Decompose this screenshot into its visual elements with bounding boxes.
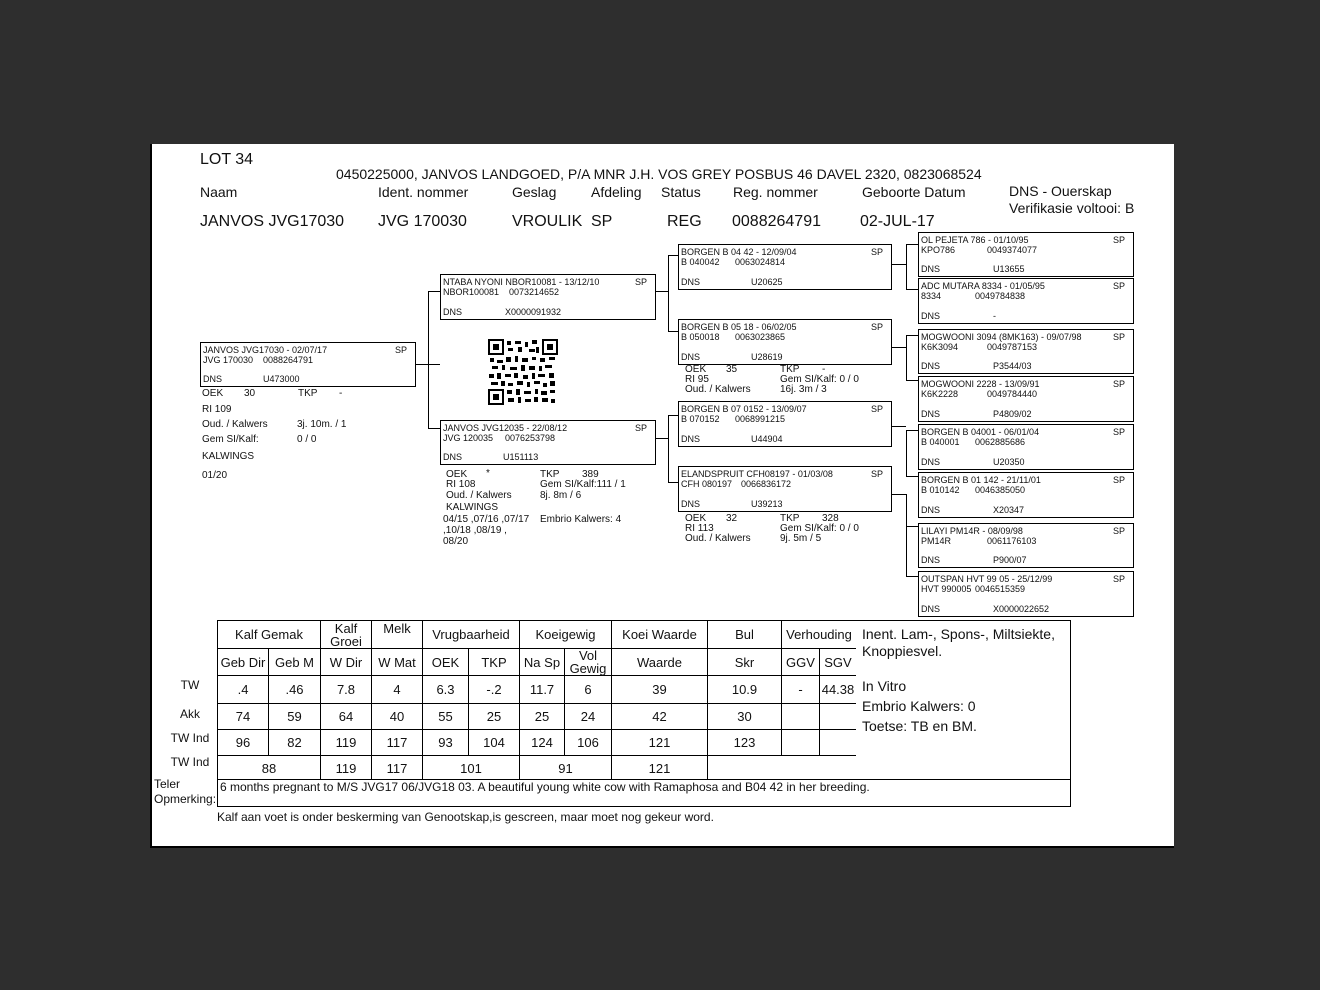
group-kalf-groei: Kalf Groei — [321, 621, 372, 649]
ggp-id: B 010142 — [921, 485, 960, 495]
twind2-cell: 101 — [423, 756, 520, 782]
sire-id: NBOR100081 — [443, 287, 500, 297]
dam-name: JANVOS JVG12035 - 22/08/12 — [443, 423, 568, 433]
label-naam: Naam — [200, 184, 238, 200]
ggp-box-3 — [918, 329, 1134, 374]
animal-status: REG — [667, 213, 702, 230]
subject-dns: DNS — [203, 374, 223, 384]
gp-sp: SP — [870, 404, 883, 414]
ggp-reg: 0049784440 — [987, 389, 1038, 399]
ggp-box-1 — [918, 232, 1134, 277]
animal-afdeling: SP — [591, 213, 613, 230]
breeder-line: 0450225000, JANVOS LANDGOED, P/A MNR J.H. VOS GREY POSBUS 46 DAVEL 2320, 0823068524 — [336, 166, 982, 182]
twind2-cell: 121 — [612, 756, 708, 782]
twind-cell: 93 — [423, 730, 469, 756]
gp-oek-label: OEK — [685, 364, 707, 375]
sub-geb-dir: Geb Dir — [218, 649, 269, 676]
dam-oek-label: OEK — [446, 469, 468, 480]
gp-reg: 0068991215 — [735, 414, 786, 424]
ebv-table — [217, 620, 857, 782]
dam-tkp: 389 — [582, 469, 599, 480]
tw-cell: 11.7 — [520, 676, 565, 704]
akk-cell: 64 — [321, 704, 372, 730]
gp-box-4 — [678, 466, 892, 512]
subject-box — [200, 342, 416, 387]
remarks-footer: Kalf aan voet is onder beskerming van Genootskap,is gescreen, maar moet nog gekeur word. — [217, 810, 714, 824]
tw-cell: 6 — [565, 676, 612, 704]
ggp-sp: SP — [1112, 281, 1125, 291]
ggp-id: HVT 990005 — [921, 584, 972, 594]
gp-dns-no: U44904 — [751, 434, 783, 444]
ggp-dns-no: P900/07 — [993, 555, 1027, 565]
sire-name: NTABA NYONI NBOR10081 - 13/12/10 — [443, 277, 600, 287]
ggp-dns: DNS — [921, 264, 941, 274]
gp-dns: DNS — [681, 434, 701, 444]
row-label-twind-2: TW Ind — [170, 755, 210, 769]
ggp-box-5 — [918, 424, 1134, 470]
ggp-id: B 040001 — [921, 437, 960, 447]
sub-sgv: SGV — [820, 649, 857, 676]
ggp-reg: 0049784838 — [975, 291, 1026, 301]
gp-id: B 040042 — [681, 257, 720, 267]
gp-tkp: 328 — [822, 513, 839, 524]
gp-name: BORGEN B 05 18 - 06/02/05 — [681, 322, 797, 332]
dam-embrio: Embrio Kalwers: 4 — [540, 514, 622, 525]
akk-cell: 30 — [708, 704, 782, 730]
ggp-dns: DNS — [921, 409, 941, 419]
group-kalf-gemak: Kalf Gemak — [218, 621, 321, 649]
ggp-sp: SP — [1112, 379, 1125, 389]
note-invitro: In Vitro — [862, 678, 907, 694]
ggp-name: BORGEN B 01 142 - 21/11/01 — [921, 475, 1041, 485]
ggp-id: KPO786 — [921, 245, 956, 255]
twind2-cell: 119 — [321, 756, 372, 782]
ggp-dns: DNS — [921, 361, 941, 371]
ggp-name: OL PEJETA 786 - 01/10/95 — [921, 235, 1029, 245]
akk-cell: 25 — [469, 704, 520, 730]
twind2-cell: 88 — [218, 756, 321, 782]
label-status: Status — [661, 184, 701, 200]
twind-cell: 96 — [218, 730, 269, 756]
subject-kalwings-dates: 01/20 — [202, 470, 228, 481]
sire-sp: SP — [634, 277, 647, 287]
gp-gem: Gem SI/Kalf: 0 / 0 — [780, 374, 859, 385]
animal-naam: JANVOS JVG17030 — [200, 213, 345, 230]
sub-geb-m: Geb M — [269, 649, 321, 676]
gp-sp: SP — [870, 322, 883, 332]
dam-oek: * — [486, 468, 490, 479]
sub-w-dir: W Dir — [321, 649, 372, 676]
dam-kalwings-dates1: 04/15 ,07/16 ,07/17 — [443, 514, 530, 525]
dam-box — [440, 420, 656, 465]
gp-name: BORGEN B 04 42 - 12/09/04 — [681, 247, 797, 257]
twind-cell: 124 — [520, 730, 565, 756]
akk-cell: 24 — [565, 704, 612, 730]
tw-cell: -.2 — [469, 676, 520, 704]
subject-dns-no: U473000 — [263, 374, 300, 384]
gp-oek: 32 — [726, 513, 738, 524]
ggp-id: 8334 — [921, 291, 942, 301]
sub-waarde: Waarde — [612, 649, 708, 676]
subject-oek-label: OEK — [202, 388, 224, 399]
sub-ggv: GGV — [782, 649, 820, 676]
twind-cell — [782, 730, 820, 756]
ggp-dns-no: P4809/02 — [993, 409, 1032, 419]
ggp-sp: SP — [1112, 475, 1125, 485]
sire-reg: 0073214652 — [509, 287, 560, 297]
tw-cell: .46 — [269, 676, 321, 704]
sub-tkp: TKP — [469, 649, 520, 676]
animal-geboorte: 02-JUL-17 — [860, 213, 935, 230]
tw-cell: 7.8 — [321, 676, 372, 704]
tw-cell: 44.38 — [820, 676, 857, 704]
ggp-sp: SP — [1112, 235, 1125, 245]
gp-oek: 35 — [726, 364, 738, 375]
dam-id: JVG 120035 — [443, 433, 494, 443]
gp-ri: RI 113 — [685, 523, 714, 534]
gp-name: BORGEN B 07 0152 - 13/09/07 — [681, 404, 807, 414]
ggp-name: LILAYI PM14R - 08/09/98 — [921, 526, 1023, 536]
ggp-box-8 — [918, 571, 1134, 617]
ggp-dns-no: - — [993, 311, 996, 321]
twind-cell — [820, 730, 857, 756]
subject-gem: 0 / 0 — [297, 434, 317, 445]
subject-reg: 0088264791 — [263, 355, 314, 365]
gp-reg: 0063023865 — [735, 332, 786, 342]
gp-dns: DNS — [681, 352, 701, 362]
lot-number: LOT 34 — [200, 151, 254, 168]
akk-cell: 59 — [269, 704, 321, 730]
gp-tkp-label: TKP — [780, 513, 800, 524]
label-reg: Reg. nommer — [733, 184, 818, 200]
animal-ident: JVG 170030 — [378, 213, 467, 230]
ggp-box-6 — [918, 472, 1134, 518]
group-verhouding: Verhouding — [782, 621, 857, 649]
ggp-dns: DNS — [921, 604, 941, 614]
sub-w-mat: W Mat — [372, 649, 423, 676]
akk-cell: 40 — [372, 704, 423, 730]
gp-sp: SP — [870, 469, 883, 479]
ggp-sp: SP — [1112, 574, 1125, 584]
twind-cell: 117 — [372, 730, 423, 756]
gp-dns: DNS — [681, 277, 701, 287]
tw-cell: 6.3 — [423, 676, 469, 704]
sub-skr: Skr — [708, 649, 782, 676]
subject-ri: RI 109 — [202, 404, 232, 415]
ggp-dns: DNS — [921, 505, 941, 515]
dam-dns: DNS — [443, 452, 463, 462]
ggp-reg: 0049787153 — [987, 342, 1038, 352]
gp-box-1 — [678, 244, 892, 290]
ggp-dns: DNS — [921, 311, 941, 321]
sire-box — [440, 274, 656, 320]
tw-cell: .4 — [218, 676, 269, 704]
gp-id: B 070152 — [681, 414, 720, 424]
ggp-name: OUTSPAN HVT 99 05 - 25/12/99 — [921, 574, 1053, 584]
ggp-name: MOGWOONI 2228 - 13/09/91 — [921, 379, 1040, 389]
twind-cell: 123 — [708, 730, 782, 756]
gp-reg: 0066836172 — [741, 479, 792, 489]
dam-oud-label: Oud. / Kalwers — [446, 490, 512, 501]
twind-cell: 119 — [321, 730, 372, 756]
group-koeigewig: Koeigewig — [520, 621, 612, 649]
animal-geslag: VROULIK — [512, 213, 583, 230]
label-afdeling: Afdeling — [591, 184, 642, 200]
subject-sp: SP — [394, 345, 407, 355]
gp-name: ELANDSPRUIT CFH08197 - 01/03/08 — [681, 469, 833, 479]
pedigree-sheet — [150, 144, 1174, 848]
tw-cell: 10.9 — [708, 676, 782, 704]
ggp-sp: SP — [1112, 427, 1125, 437]
subject-oek: 30 — [244, 388, 256, 399]
ggp-reg: 0046385050 — [975, 485, 1026, 495]
label-geslag: Geslag — [512, 184, 557, 200]
dam-dns-no: U151113 — [503, 452, 539, 462]
subject-kalwings: KALWINGS — [202, 451, 255, 462]
gp-dns: DNS — [681, 499, 701, 509]
ggp-name: MOGWOONI 3094 (8MK163) - 09/07/98 — [921, 332, 1082, 342]
side-notes — [856, 620, 1071, 780]
akk-cell: 42 — [612, 704, 708, 730]
ggp-dns: DNS — [921, 555, 941, 565]
animal-reg: 0088264791 — [732, 213, 821, 230]
ggp-box-7 — [918, 523, 1134, 568]
ggp-dns-no: X0000022652 — [993, 604, 1050, 614]
gp-reg: 0063024814 — [735, 257, 786, 267]
gp-id: CFH 080197 — [681, 479, 733, 489]
gp-oud-label: Oud. / Kalwers — [685, 533, 751, 544]
twind2-cell: 91 — [520, 756, 612, 782]
akk-cell — [782, 704, 820, 730]
dam-gem: Gem SI/Kalf:111 / 1 — [540, 479, 626, 490]
gp-oud: 9j. 5m / 5 — [780, 533, 822, 544]
remarks-label-teler: Teler — [154, 777, 181, 791]
sub-vol-gewig: Vol Gewig — [565, 649, 612, 676]
ggp-reg: 0062885686 — [975, 437, 1026, 447]
row-label-twind: TW Ind — [170, 731, 210, 745]
gp-ri: RI 95 — [685, 374, 709, 385]
akk-cell: 55 — [423, 704, 469, 730]
gp-dns-no: U28619 — [751, 352, 783, 362]
ggp-dns-no: X20347 — [993, 505, 1025, 515]
label-ident: Ident. nommer — [378, 184, 469, 200]
row-label-akk: Akk — [179, 707, 200, 721]
gp-gem: Gem SI/Kalf: 0 / 0 — [780, 523, 859, 534]
group-koei-waarde: Koei Waarde — [612, 621, 708, 649]
tw-cell: - — [782, 676, 820, 704]
dam-reg: 0076253798 — [505, 433, 556, 443]
ggp-id: K6K2228 — [921, 389, 959, 399]
twind-cell: 121 — [612, 730, 708, 756]
group-melk: Melk — [372, 621, 423, 649]
dam-tkp-label: TKP — [540, 469, 560, 480]
ggp-reg: 0061176103 — [987, 536, 1037, 546]
tw-cell: 4 — [372, 676, 423, 704]
twind2-cell — [708, 756, 857, 782]
ggp-id: K6K3094 — [921, 342, 959, 352]
subject-id: JVG 170030 — [203, 355, 254, 365]
ggp-name: ADC MUTARA 8334 - 01/05/95 — [921, 281, 1045, 291]
twind-cell: 104 — [469, 730, 520, 756]
dam-kalwings-dates2: ,10/18 ,08/19 , — [443, 525, 507, 536]
sub-oek: OEK — [423, 649, 469, 676]
akk-cell: 25 — [520, 704, 565, 730]
gp-oud: 16j. 3m / 3 — [780, 384, 827, 395]
group-vrugbaarheid: Vrugbaarheid — [423, 621, 520, 649]
remarks-text: 6 months pregnant to M/S JVG17 06/JVG18 03. A beautiful young white cow with Ramaphosa and B04 42 in her breeding. — [220, 780, 870, 794]
ggp-name: BORGEN B 04001 - 06/01/04 — [921, 427, 1040, 437]
note-knop: Knoppiesvel. — [862, 643, 943, 659]
note-inent: Inent. Lam-, Spons-, Miltsiekte, — [862, 626, 1055, 642]
sire-dns: DNS — [443, 307, 463, 317]
remarks-box — [217, 779, 1071, 807]
label-geboorte: Geboorte Datum — [862, 184, 966, 200]
gp-id: B 050018 — [681, 332, 720, 342]
gp-oud-label: Oud. / Kalwers — [685, 384, 751, 395]
row-label-tw: TW — [180, 678, 200, 692]
ggp-id: PM14R — [921, 536, 952, 546]
twind-cell: 106 — [565, 730, 612, 756]
sub-na-sp: Na Sp — [520, 649, 565, 676]
subject-oud: 3j. 10m. / 1 — [297, 419, 347, 430]
label-dns-ouerskap: DNS - Ouerskap — [1009, 183, 1112, 199]
ggp-reg: 0046515359 — [975, 584, 1026, 594]
dam-ri: RI 108 — [446, 479, 476, 490]
remarks-label-opmerking: Opmerking: — [154, 792, 217, 806]
ggp-dns-no: U13655 — [993, 264, 1025, 274]
sire-dns-no: X0000091932 — [505, 307, 562, 317]
gp-sp: SP — [870, 247, 883, 257]
gp-box-3 — [678, 401, 892, 447]
dam-kalwings-dates3: 08/20 — [443, 536, 469, 547]
ggp-reg: 0049374077 — [987, 245, 1038, 255]
label-verifikasie: Verifikasie voltooi: B — [1009, 200, 1135, 216]
dam-kalwings: KALWINGS — [446, 502, 499, 513]
ggp-dns-no: U20350 — [993, 457, 1025, 467]
subject-name: JANVOS JVG17030 - 02/07/17 — [203, 345, 328, 355]
gp-dns-no: U20625 — [751, 277, 783, 287]
dam-oud: 8j. 8m / 6 — [540, 490, 582, 501]
subject-oud-label: Oud. / Kalwers — [202, 419, 268, 430]
gp-tkp: - — [822, 364, 826, 375]
ggp-box-2 — [918, 278, 1134, 324]
akk-cell — [820, 704, 857, 730]
subject-tkp: - — [339, 388, 343, 399]
ggp-sp: SP — [1112, 526, 1125, 536]
ggp-dns-no: P3544/03 — [993, 361, 1032, 371]
akk-cell: 74 — [218, 704, 269, 730]
ggp-dns: DNS — [921, 457, 941, 467]
gp-box-2 — [678, 319, 892, 365]
ggp-box-4 — [918, 376, 1134, 422]
note-embrio: Embrio Kalwers: 0 — [862, 698, 976, 714]
group-bul: Bul — [708, 621, 782, 649]
subject-tkp-label: TKP — [298, 388, 318, 399]
tw-cell: 39 — [612, 676, 708, 704]
twind-cell: 82 — [269, 730, 321, 756]
ggp-sp: SP — [1112, 332, 1125, 342]
gp-oek-label: OEK — [685, 513, 707, 524]
gp-dns-no: U39213 — [751, 499, 783, 509]
twind2-cell: 117 — [372, 756, 423, 782]
dam-sp: SP — [634, 423, 647, 433]
subject-gem-label: Gem SI/Kalf: — [202, 434, 259, 445]
note-toetse: Toetse: TB en BM. — [862, 718, 977, 734]
gp-tkp-label: TKP — [780, 364, 800, 375]
qr-code-icon — [488, 339, 558, 405]
